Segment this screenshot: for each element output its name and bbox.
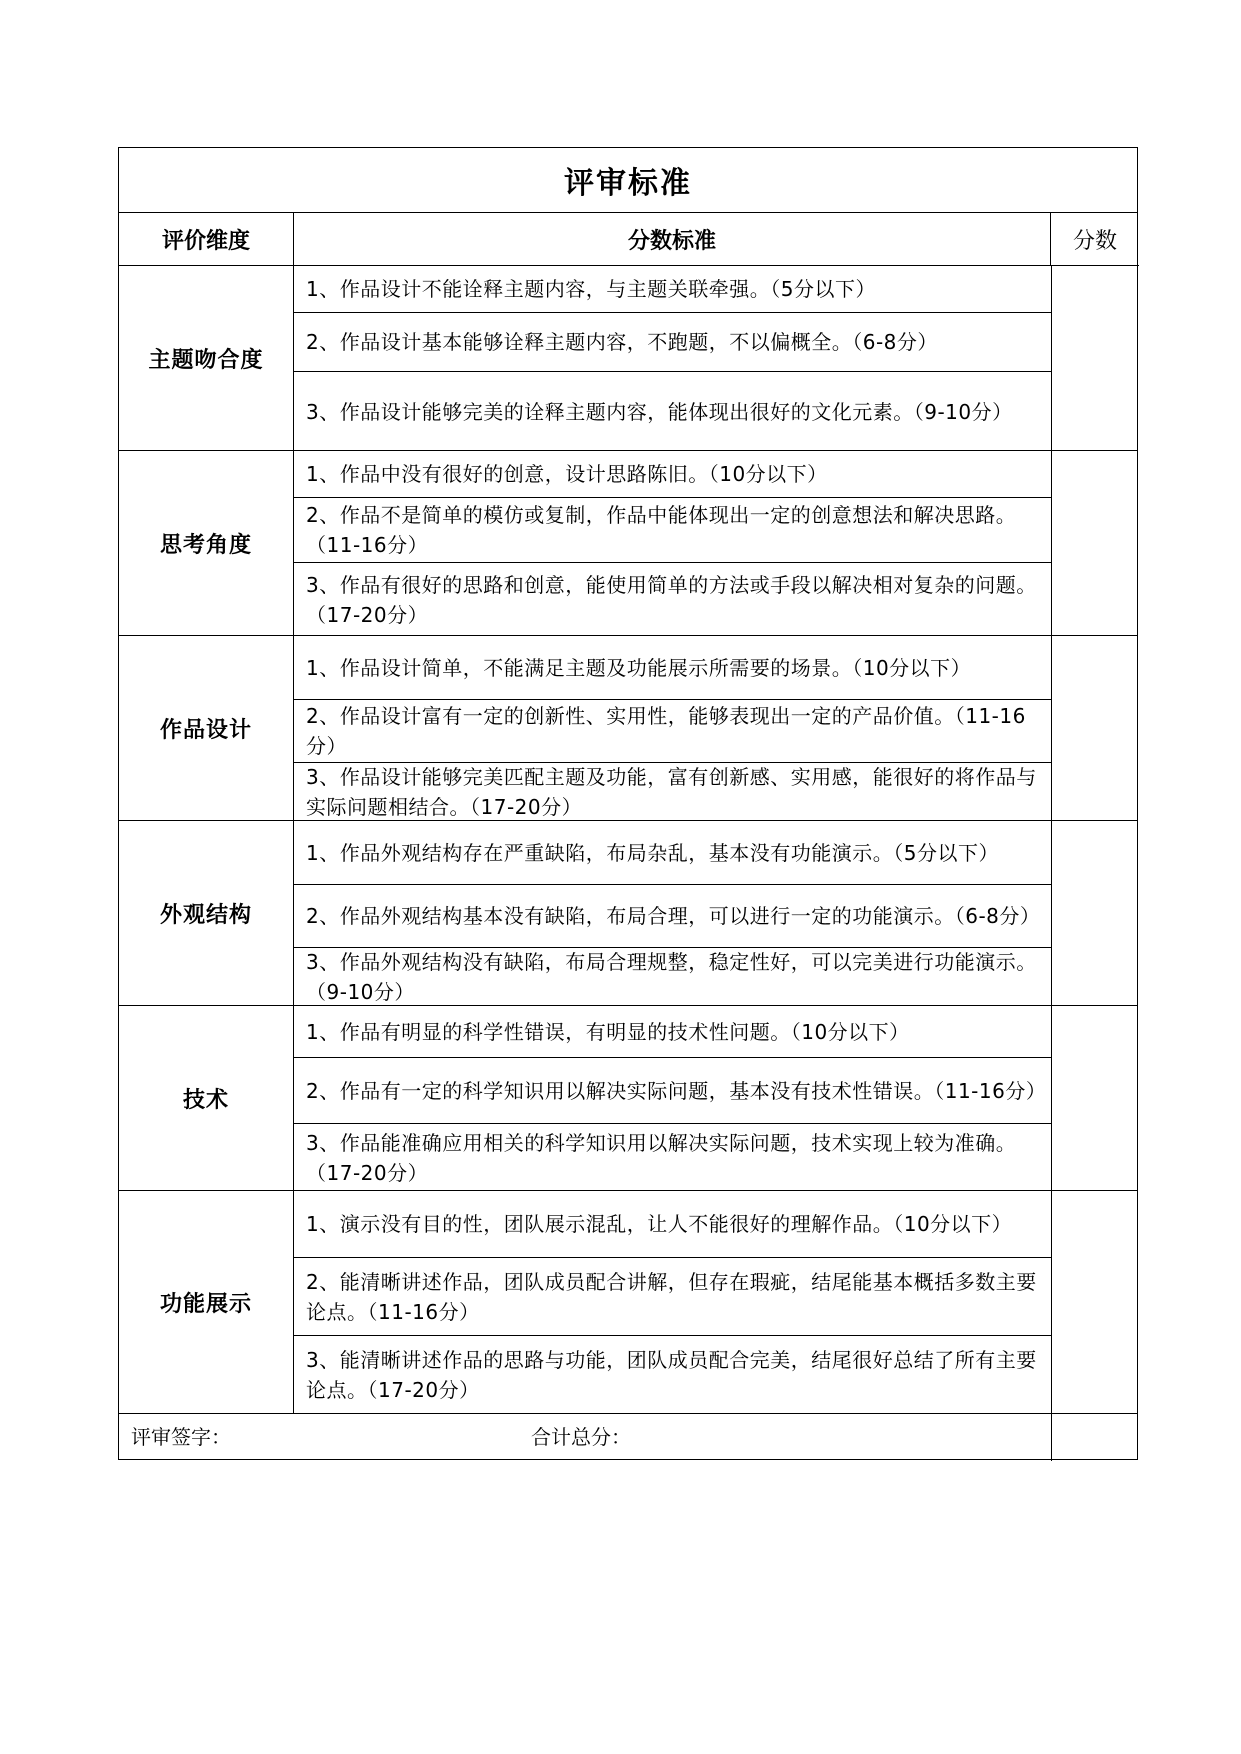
header-standard: 分数标准 (294, 213, 1051, 266)
criterion-row: 3、作品能准确应用相关的科学知识用以解决实际问题，技术实现上较为准确。（17-20分） (294, 1123, 1051, 1191)
criterion-row: 1、演示没有目的性，团队展示混乱，让人不能很好的理解作品。（10分以下） (306, 1212, 1013, 1236)
table-footer (119, 1414, 1137, 1461)
criterion-row: 3、作品设计能够完美的诠释主题内容，能体现出很好的文化元素。（9-10分） (294, 371, 1051, 451)
criterion-row: 1、作品外观结构存在严重缺陷，布局杂乱，基本没有功能演示。（5分以下） (306, 840, 999, 865)
table-title: 评审标准 (119, 148, 1137, 213)
header-score: 分数 (1051, 213, 1139, 266)
criterion-row: 2、作品外观结构基本没有缺陷，布局合理，可以进行一定的功能演示。（6-8分） (294, 884, 1051, 947)
score-cell[interactable] (1051, 821, 1139, 1005)
criterion-row: 3、作品设计能够完美匹配主题及功能，富有创新感、实用感，能很好的将作品与实际问题相结合。（17-20分） (294, 762, 1051, 821)
score-cell[interactable] (1051, 1006, 1139, 1190)
criterion-row: 2、作品有一定的科学知识用以解决实际问题，基本没有技术性错误。（11-16分） (294, 1057, 1051, 1123)
score-cell[interactable] (1051, 451, 1139, 635)
dimension-label: 技术 (119, 1006, 294, 1190)
dimension-label: 外观结构 (119, 821, 294, 1005)
score-cell[interactable] (1051, 1191, 1139, 1413)
criteria-group-design (119, 636, 1137, 821)
criterion-row: 3、作品有很好的思路和创意，能使用简单的方法或手段以解决相对复杂的问题。（17-20分） (294, 562, 1051, 636)
criterion-row: 2、作品设计基本能够诠释主题内容，不跑题，不以偏概全。（6-8分） (294, 312, 1051, 371)
criteria-group-demo (119, 1191, 1137, 1414)
criterion-row: 3、能清晰讲述作品的思路与功能，团队成员配合完美，结尾很好总结了所有主要论点。（17-20分） (294, 1335, 1051, 1414)
total-score-cell[interactable] (1051, 1414, 1139, 1461)
criterion-row: 2、作品设计富有一定的创新性、实用性，能够表现出一定的产品价值。（11-16分） (294, 699, 1051, 762)
criterion-row: 1、作品设计不能诠释主题内容，与主题关联牵强。（5分以下） (306, 277, 876, 301)
signature-label: 评审签字： (131, 1425, 231, 1449)
dimension-label: 功能展示 (119, 1191, 294, 1413)
score-cell[interactable] (1051, 266, 1139, 450)
dimension-label: 思考角度 (119, 451, 294, 635)
criterion-row: 1、作品设计简单，不能满足主题及功能展示所需要的场景。（10分以下） (306, 655, 972, 680)
criteria-group-thinking (119, 451, 1137, 636)
score-cell[interactable] (1051, 636, 1139, 820)
total-score-label: 合计总分： (531, 1425, 631, 1449)
scoring-table (118, 147, 1138, 1460)
criteria-group-theme (119, 266, 1137, 451)
criterion-row: 3、作品外观结构没有缺陷，布局合理规整，稳定性好，可以完美进行功能演示。（9-10分） (294, 947, 1051, 1006)
criterion-row: 2、能清晰讲述作品，团队成员配合讲解，但存在瑕疵，结尾能基本概括多数主要论点。（11-16分） (294, 1257, 1051, 1335)
header-dimension: 评价维度 (119, 213, 294, 266)
criteria-group-structure (119, 821, 1137, 1006)
dimension-label: 作品设计 (119, 636, 294, 820)
criterion-row: 2、作品不是简单的模仿或复制，作品中能体现出一定的创意想法和解决思路。（11-16分） (294, 497, 1051, 562)
criterion-row: 1、作品中没有很好的创意，设计思路陈旧。（10分以下） (306, 462, 828, 486)
dimension-label: 主题吻合度 (119, 266, 294, 450)
criteria-group-technology (119, 1006, 1137, 1191)
criterion-row: 1、作品有明显的科学性错误，有明显的技术性问题。（10分以下） (306, 1019, 910, 1044)
